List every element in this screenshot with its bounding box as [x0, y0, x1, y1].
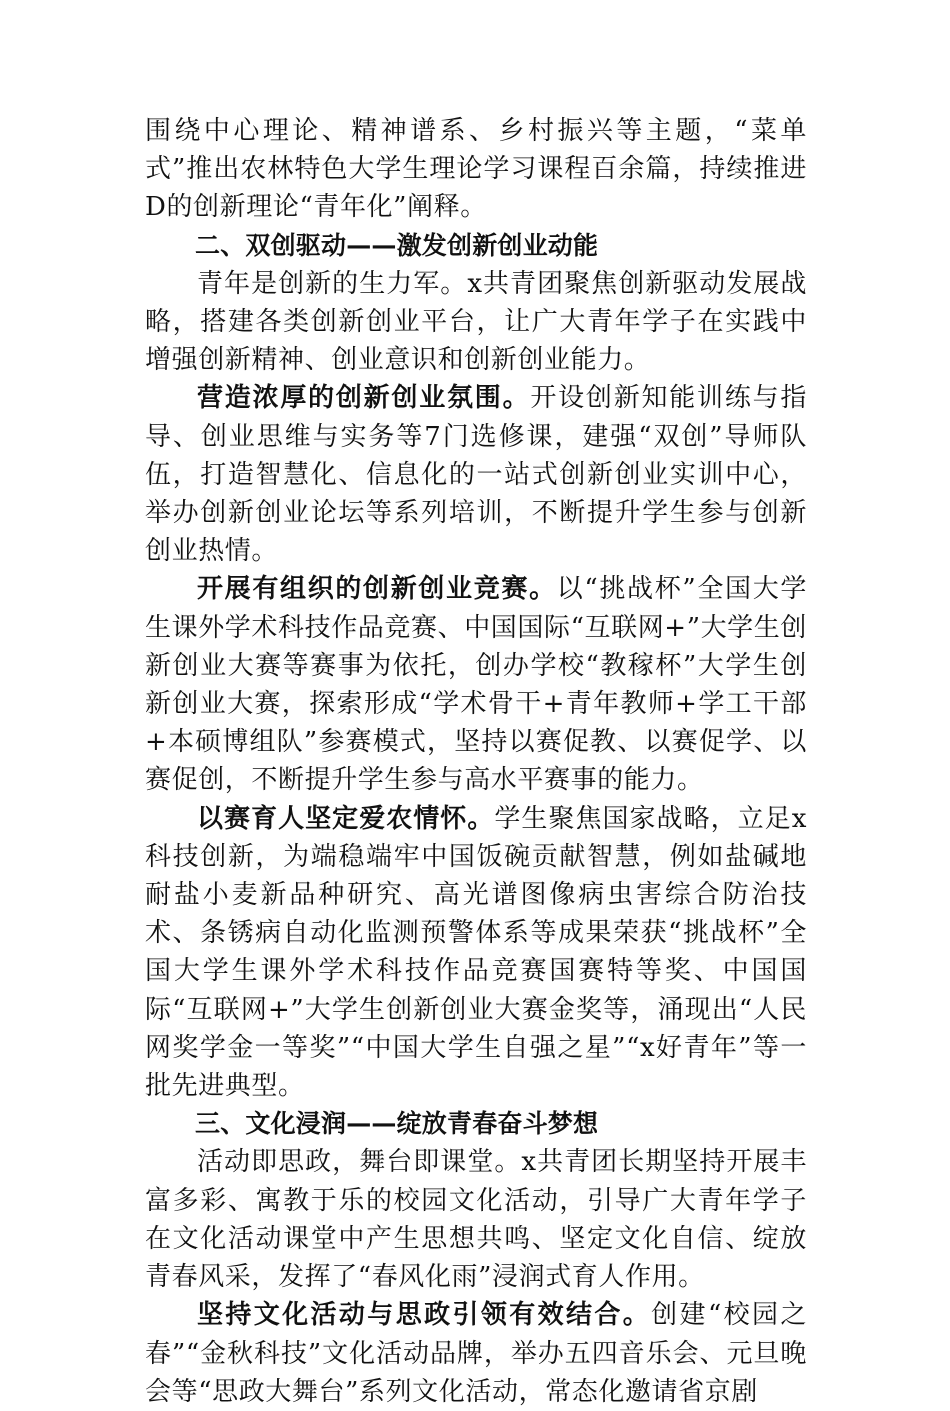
paragraph-body: 创建“校园之春”“金秋科技”文化活动品牌，举办五四音乐会、元旦晚会等“思政大舞台”系列文化活动，常态化邀请省京剧	[145, 1300, 807, 1407]
paragraph-body: 学生聚焦国家战略，立足x科技创新，为端稳端牢中国饭碗贡献智慧，例如盐碱地耐盐小麦新品种研究、高光谱图像病虫害综合防治技术、条锈病自动化监测预警体系等成果荣获“挑战杯”全国大学生课外学术科技作品竞赛国赛特等奖、中国国际“互联网+”大学生创新创业大赛金奖等，涌现出“人民网奖学金一等奖”“中国大学生自强之星”“x好青年”等一批先进典型。	[145, 803, 807, 1102]
section-heading-3: 三、文化浸润——绽放青春奋斗梦想	[195, 1109, 599, 1139]
paragraph-body: 开设创新知能训练与指导、创业思维与实务等7门选修课，建强“双创”导师队伍，打造智慧化、信息化的一站式创新创业实训中心，举办创新创业论坛等系列培训，不断提升学生参与创新创业热情。	[145, 383, 807, 567]
paragraph-continued: 围绕中心理论、精神谱系、乡村振兴等主题，“菜单式”推出农林特色大学生理论学习课程百余篇，持续推进D的创新理论“青年化”阐释。	[145, 116, 807, 223]
paragraph-culture-intro: 活动即思政，舞台即课堂。x共青团长期坚持开展丰富多彩、寓教于乐的校园文化活动，引导广大青年学子在文化活动课堂中产生思想共鸣、坚定文化自信、绽放青春风采，发挥了“春风化雨”浸润式育人作用。	[145, 1147, 807, 1293]
paragraph-innovation-intro: 青年是创新的生力军。x共青团聚焦创新驱动发展战略，搭建各类创新创业平台，让广大青年学子在实践中增强创新精神、创业意识和创新创业能力。	[145, 268, 807, 376]
paragraph-lead: 坚持文化活动与思政引领有效结合。	[197, 1300, 652, 1331]
paragraph-lead: 以赛育人坚定爱农情怀。	[197, 803, 495, 834]
section-heading-2: 二、双创驱动——激发创新创业动能	[195, 230, 599, 260]
paragraph-agriculture	[145, 800, 807, 1106]
paragraph-lead: 营造浓厚的创新创业氛围。	[197, 383, 531, 414]
paragraph-culture-activities	[145, 1296, 807, 1411]
paragraph-body: 以“挑战杯”全国大学生课外学术科技作品竞赛、中国国际“互联网+”大学生创新创业大赛等赛事为依托，创办学校“教稼杯”大学生创新创业大赛，探索形成“学术骨干+青年教师+学工干部+本硕博组队”参赛模式，坚持以赛促教、以赛促学、以赛促创，不断提升学生参与高水平赛事的能力。	[145, 574, 807, 796]
paragraph-competitions	[145, 570, 807, 799]
document-page	[145, 112, 807, 1411]
paragraph-innovation-atmosphere	[145, 379, 807, 570]
paragraph-lead: 开展有组织的创新创业竞赛。	[197, 574, 557, 605]
